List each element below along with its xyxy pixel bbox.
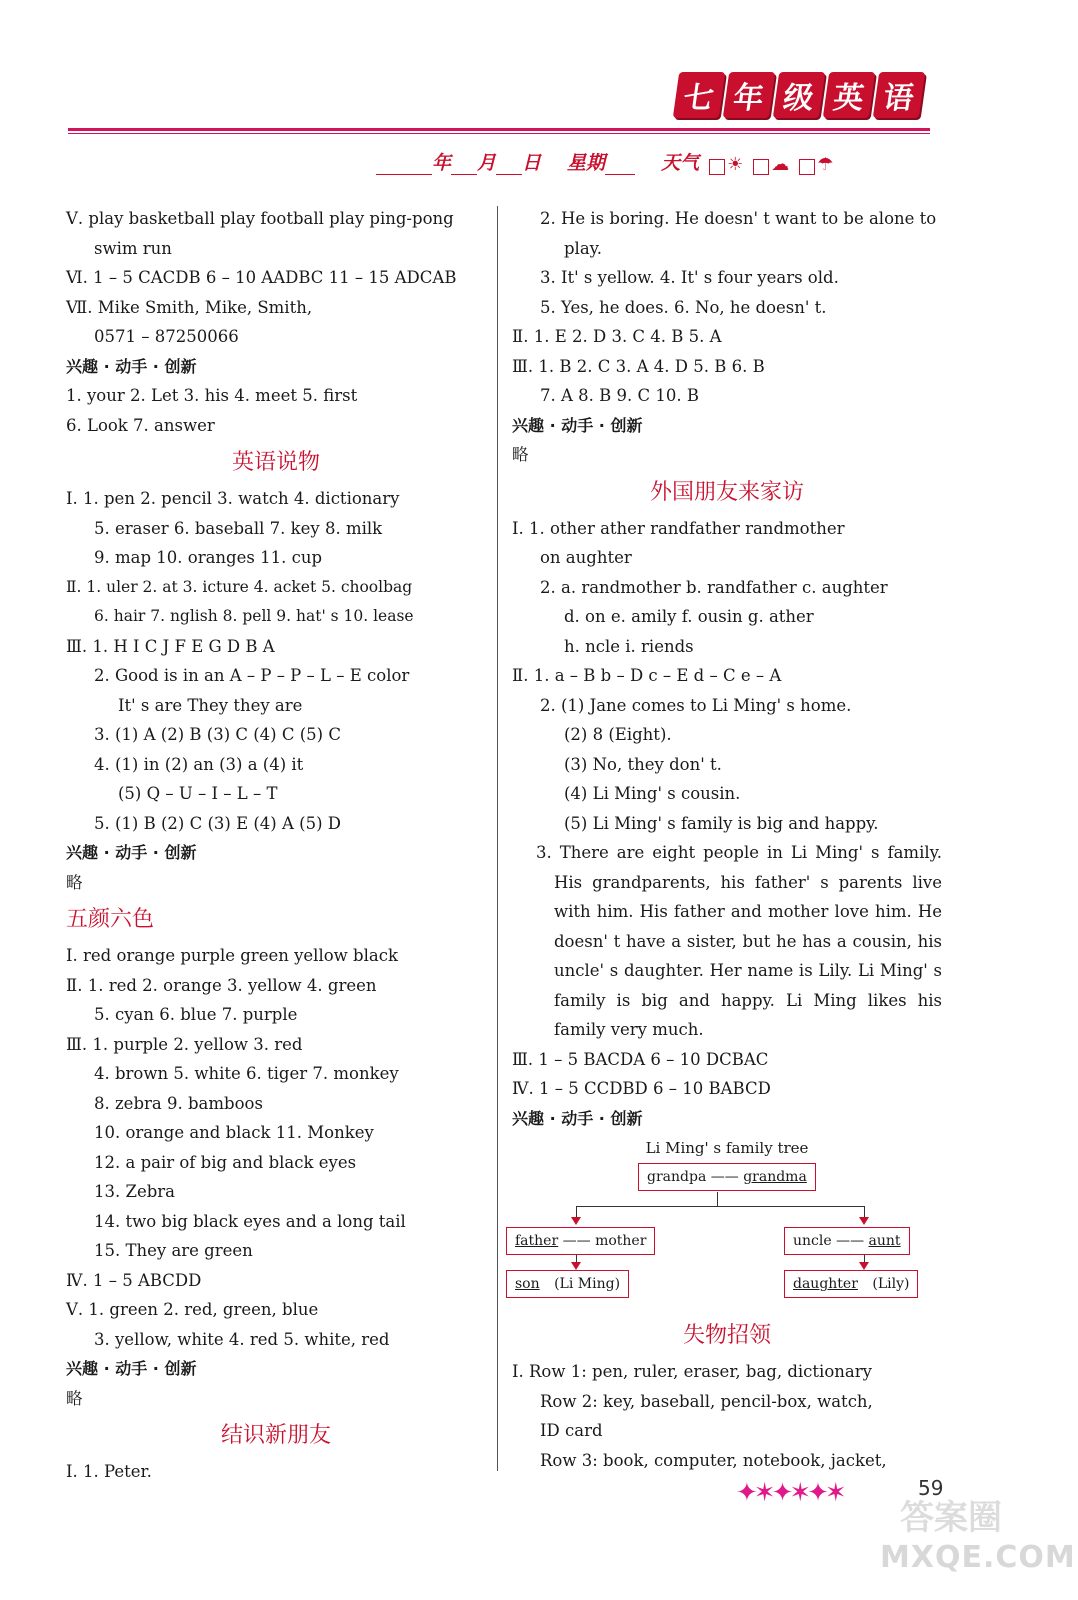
answer-line: Ⅱ. 1. E 2. D 3. C 4. B 5. A — [512, 327, 722, 346]
weather-checkbox — [709, 159, 725, 175]
answer-line: 8. zebra 9. bamboos — [94, 1093, 263, 1113]
answer-line: 2. a. randmother b. randfather c. aughter — [540, 577, 888, 597]
uncle-aunt-box: uncle —— aunt — [784, 1227, 910, 1255]
section-title: 五颜六色 — [66, 907, 155, 932]
answer-line: (5) Q – U – I – L – T — [118, 784, 278, 803]
header-divider-thin — [68, 133, 930, 134]
answer-line: 12. a pair of big and black eyes — [94, 1152, 357, 1172]
section-title: 英语说物 — [231, 450, 320, 475]
star-decoration-icon: ✦✶✦✶✦✶ — [736, 1478, 843, 1508]
answer-line: Ⅱ. 1. uler 2. at 3. icture 4. acket 5. choolbag — [66, 577, 413, 596]
answer-line: 6. hair 7. nglish 8. pell 9. hat' s 10. lease — [94, 607, 414, 625]
omit-mark: 略 — [66, 872, 83, 892]
answer-paragraph: 3. There are eight people in Li Ming' s family. His grandparents, his father' s parents live with him. His father and mother love him. He doesn' t have a sister, but he has a cousin, his uncle' s daughter. Her name is Lily. Li Ming' s family is big and happy. Li Ming likes his family very much. — [536, 843, 942, 1039]
answer-line: Ⅰ. Row 1: pen, ruler, eraser, bag, dictionary — [512, 1362, 872, 1381]
family-tree-title: Li Ming' s family tree — [645, 1139, 809, 1157]
answer-line: Ⅰ. 1. pen 2. pencil 3. watch 4. dictionary — [66, 489, 400, 508]
interest-label: 兴趣 · 动手 · 创新 — [512, 415, 643, 435]
answer-line: 15. They are green — [94, 1241, 253, 1260]
daughter-box — [784, 1270, 918, 1298]
banner-char: 语 — [873, 72, 925, 118]
answer-line: 10. orange and black 11. Monkey — [94, 1123, 374, 1142]
answer-line: Ⅵ. 1 – 5 CACDB 6 – 10 AADBC 11 – 15 ADCAB — [66, 268, 457, 287]
uncle-label: uncle — [793, 1233, 832, 1249]
answer-line: 5. eraser 6. baseball 7. key 8. milk — [94, 518, 383, 538]
omit-mark: 略 — [66, 1388, 83, 1408]
answer-line: Ⅴ. play basketball play football play ping-pong — [66, 209, 454, 228]
column-divider — [497, 206, 498, 1471]
section-title: 外国朋友来家访 — [649, 479, 804, 505]
section-title: 失物招领 — [682, 1323, 771, 1348]
header-divider — [68, 128, 930, 131]
father-label: father — [515, 1233, 559, 1249]
answer-line: 5. cyan 6. blue 7. purple — [94, 1005, 298, 1024]
answer-line: 14. two big black eyes and a long tail — [94, 1211, 406, 1231]
daughter-note: (Lily) — [872, 1276, 910, 1292]
arrow-icon — [859, 1262, 869, 1270]
omit-mark: 略 — [512, 445, 529, 464]
answer-line: (2) 8 (Eight). — [564, 725, 672, 744]
answer-line: 2. He is boring. He doesn' t want to be alone to — [540, 209, 937, 228]
arrow-icon — [571, 1217, 581, 1225]
answer-line: (5) Li Ming' s family is big and happy. — [564, 813, 879, 833]
weather-label: 天气 — [661, 152, 700, 174]
interest-label: 兴趣 · 动手 · 创新 — [66, 356, 197, 376]
answer-line: 3. It' s yellow. 4. It' s four years old. — [540, 268, 839, 287]
family-tree-diagram — [512, 1137, 942, 1297]
grandma-label: grandma — [743, 1169, 807, 1185]
cloud-icon: ☁ — [771, 154, 790, 175]
day-label: 日 — [522, 152, 542, 174]
watermark-logo: 答案圈 — [900, 1498, 1002, 1538]
answer-line: Ⅲ. 1. H I C J F E G D B A — [66, 636, 275, 656]
answer-line: Ⅱ. 1. a – B b – D c – E d – C e – A — [512, 666, 782, 685]
answer-line: 2. (1) Jane comes to Li Ming' s home. — [540, 695, 852, 715]
answer-line: ID card — [540, 1421, 603, 1440]
son-box — [506, 1270, 629, 1298]
answer-line: Ⅰ. 1. other ather randfather randmother — [512, 518, 845, 538]
answer-line: 1. your 2. Let 3. his 4. meet 5. first — [66, 386, 358, 405]
year-label: 年 — [432, 152, 452, 174]
answer-line: Ⅴ. 1. green 2. red, green, blue — [66, 1300, 319, 1319]
daughter-label: daughter — [793, 1276, 858, 1292]
weekday-label: 星期 — [567, 152, 606, 174]
arrow-icon — [571, 1262, 581, 1270]
answer-line: Ⅲ. 1 – 5 BACDA 6 – 10 DCBAC — [512, 1049, 769, 1069]
answer-line: (4) Li Ming' s cousin. — [564, 784, 741, 803]
banner-char: 七 — [673, 72, 725, 118]
answer-line: Ⅱ. 1. red 2. orange 3. yellow 4. green — [66, 975, 377, 995]
answer-line: Ⅲ. 1. purple 2. yellow 3. red — [66, 1034, 303, 1054]
answer-line: Row 3: book, computer, notebook, jacket, — [540, 1450, 887, 1470]
banner-char: 级 — [773, 72, 825, 118]
answer-line: Ⅲ. 1. B 2. C 3. A 4. D 5. B 6. B — [512, 356, 765, 376]
answer-line: Ⅰ. red orange purple green yellow black — [66, 946, 398, 965]
answer-line: 3. yellow, white 4. red 5. white, red — [94, 1329, 390, 1349]
banner-char: 年 — [723, 72, 775, 118]
answer-line: Ⅳ. 1 – 5 CCDBD 6 – 10 BABCD — [512, 1079, 771, 1098]
answer-line: (3) No, they don' t. — [564, 754, 722, 774]
weather-checkbox — [799, 159, 815, 175]
answer-line: 9. map 10. oranges 11. cup — [94, 548, 323, 567]
interest-label: 兴趣 · 动手 · 创新 — [66, 843, 197, 862]
answer-line: 5. Yes, he does. 6. No, he doesn' t. — [540, 297, 827, 317]
answer-line: on aughter — [540, 548, 632, 567]
answer-line: 2. Good is in an A – P – P – L – E color — [94, 666, 410, 685]
date-weather-line — [376, 148, 833, 175]
arrow-icon — [859, 1217, 869, 1225]
answer-line: 7. A 8. B 9. C 10. B — [540, 386, 699, 405]
answer-line: 5. (1) B (2) C (3) E (4) A (5) D — [94, 813, 341, 833]
son-label: son — [515, 1276, 540, 1292]
answer-line: 4. (1) in (2) an (3) a (4) it — [94, 754, 304, 774]
right-column — [512, 204, 942, 1475]
answer-line: 13. Zebra — [94, 1182, 176, 1201]
answer-line: play. — [564, 238, 603, 258]
answer-line: 3. (1) A (2) B (3) C (4) C (5) C — [94, 725, 341, 744]
answer-line: 0571 – 87250066 — [94, 327, 239, 346]
answer-line: Ⅰ. 1. Peter. — [66, 1462, 152, 1481]
answer-line: Ⅳ. 1 – 5 ABCDD — [66, 1270, 202, 1290]
section-title: 结识新朋友 — [220, 1423, 331, 1448]
title-banner — [676, 72, 922, 122]
answer-line: 4. brown 5. white 6. tiger 7. monkey — [94, 1064, 399, 1083]
answer-line: d. on e. amily f. ousin g. ather — [564, 607, 814, 626]
month-label: 月 — [477, 152, 497, 174]
left-column — [66, 204, 486, 1487]
answer-line: 6. Look 7. answer — [66, 415, 215, 435]
interest-label: 兴趣 · 动手 · 创新 — [512, 1108, 643, 1128]
sun-icon: ☀ — [727, 154, 744, 175]
answer-line: Ⅶ. Mike Smith, Mike, Smith, — [66, 297, 313, 317]
grandparents-box: grandpa —— grandma — [638, 1163, 816, 1191]
page-number: 59 — [918, 1476, 944, 1500]
answer-line: It' s are They they are — [118, 695, 303, 715]
watermark-text: MXQE.COM — [880, 1540, 1076, 1575]
answer-line: h. ncle i. riends — [564, 636, 694, 656]
weather-checkbox — [753, 159, 769, 175]
parents-box: father —— mother — [506, 1227, 655, 1255]
aunt-label: aunt — [868, 1233, 901, 1249]
banner-char: 英 — [823, 72, 875, 118]
grandpa-label: grandpa — [647, 1169, 707, 1185]
interest-label: 兴趣 · 动手 · 创新 — [66, 1359, 197, 1378]
mother-label: mother — [595, 1233, 647, 1249]
answer-line: Row 2: key, baseball, pencil-box, watch, — [540, 1391, 873, 1411]
son-note: (Li Ming) — [554, 1276, 621, 1292]
answer-line: swim run — [94, 238, 172, 258]
rain-icon: ☂ — [817, 154, 834, 175]
